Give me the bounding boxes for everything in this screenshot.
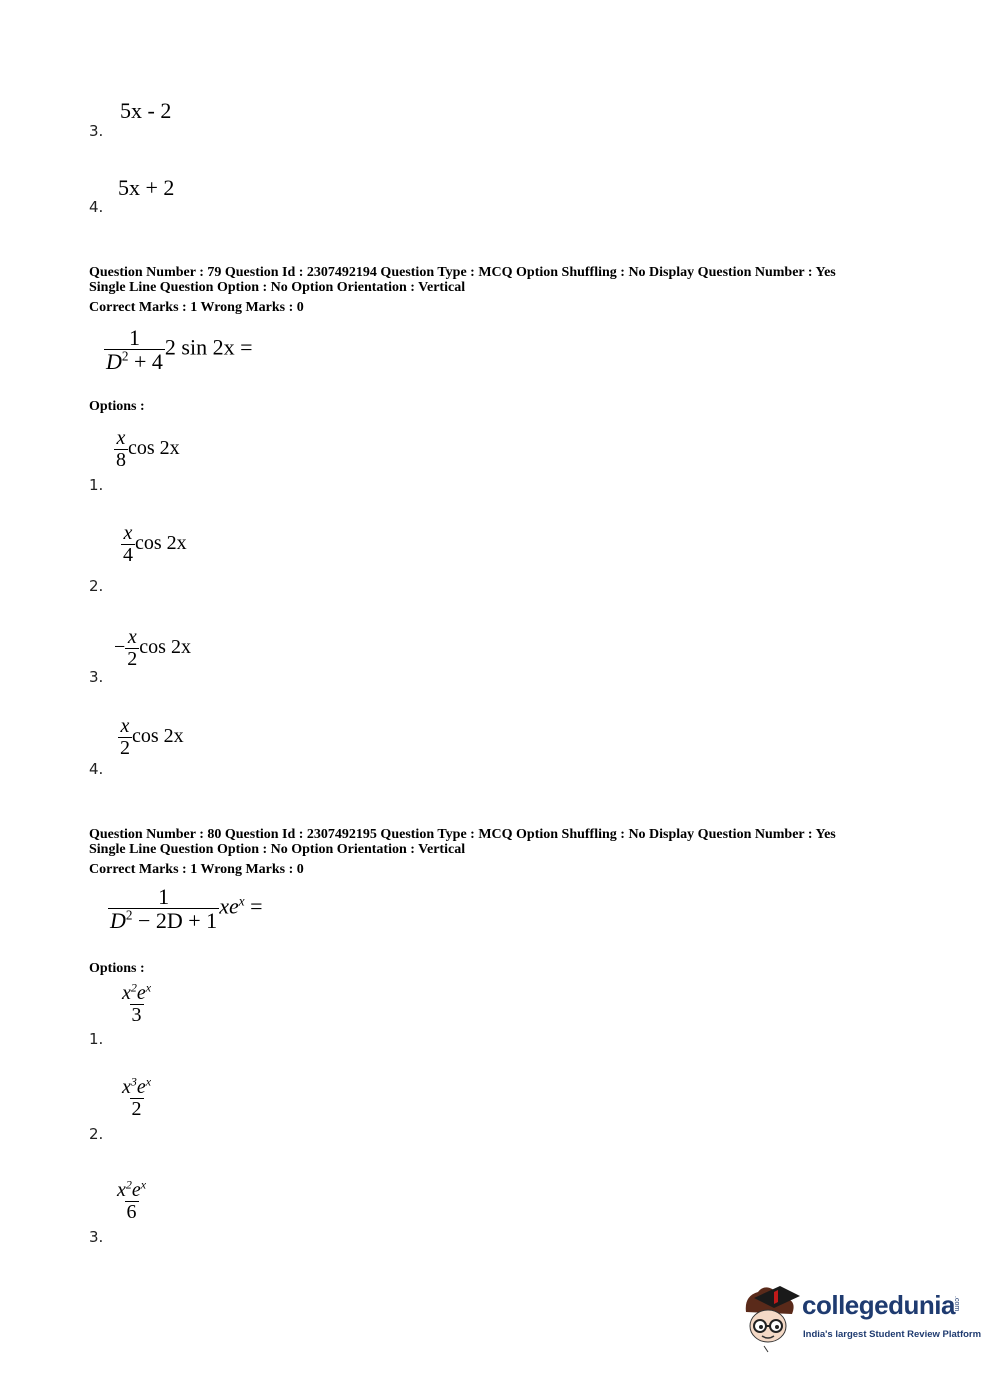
q80-meta-line2: Single Line Question Option : No Option Orientation : Vertical (89, 842, 466, 857)
q79-question-denominator: $D^2 + 4$ (106, 348, 163, 375)
q80-meta-line1: Question Number : 80 Question Id : 2307492195 Question Type : MCQ Option Shuffling : No Display Question Number : Yes (89, 827, 836, 842)
collegedunia-logo (740, 1282, 982, 1354)
q79-option-2-number: 2. (89, 577, 104, 595)
q79-meta-line2: Single Line Question Option : No Option Orientation : Vertical (89, 280, 466, 295)
q79-option-1-number: 1. (89, 476, 104, 494)
prev-option-3-number: 3. (89, 122, 104, 140)
q79-meta-line1: Question Number : 79 Question Id : 2307492194 Question Type : MCQ Option Shuffling : No Display Question Number : Yes (89, 265, 836, 280)
q80-option-3-expr: $\frac{x^2e^x}{6}$ (117, 1177, 147, 1223)
q80-marks: Correct Marks : 1 Wrong Marks : 0 (89, 862, 304, 877)
q80-question-denominator: $D^2 - 2D + 1$ (110, 907, 218, 934)
q80-option-1-number: 1. (89, 1030, 104, 1048)
prev-option-3-expr: 5x - 2 (120, 98, 172, 123)
q80-option-2-number: 2. (89, 1125, 104, 1143)
logo-suffix: .com (953, 1296, 960, 1312)
q80-option-1-expr: $\frac{x^2e^x}{3}$ (122, 980, 152, 1026)
q79-question-fraction (104, 326, 165, 373)
q79-option-3-number: 3. (89, 668, 104, 686)
q80-question-fraction (108, 885, 219, 932)
logo-name: collegedunia (802, 1290, 955, 1320)
prev-option-4-expr: 5x + 2 (118, 175, 175, 200)
q79-option-4-expr: $\frac{x}{2}$ cos 2x (120, 715, 184, 759)
q79-option-2-expr: $\frac{x}{4}$ cos 2x (123, 522, 187, 566)
q80-option-3-number: 3. (89, 1228, 104, 1246)
prev-option-4-number: 4. (89, 198, 104, 216)
q79-option-3-expr: − $\frac{x}{2}$ cos 2x (114, 626, 191, 670)
q79-question (104, 326, 253, 373)
q80-option-2-expr: $\frac{x^3e^x}{2}$ (122, 1074, 152, 1120)
q80-question-numerator: 1 (158, 884, 170, 909)
q79-question-numerator: 1 (128, 325, 140, 350)
q79-marks: Correct Marks : 1 Wrong Marks : 0 (89, 300, 304, 315)
q79-option-4-number: 4. (89, 760, 104, 778)
q80-options-label: Options : (89, 961, 145, 976)
q79-option-1-expr: $\frac{x}{8}$ cos 2x (116, 427, 180, 471)
q80-question-rhs: xe (219, 893, 239, 919)
q79-options-label: Options : (89, 399, 145, 414)
q79-question-rhs: 2 sin 2x = (164, 334, 253, 360)
logo-tagline: India's largest Student Review Platform (803, 1329, 982, 1340)
mascot-icon (740, 1282, 802, 1354)
q80-question: $\frac{1}{D^2 - 2D + 1}$ $xe^x$ = (110, 884, 263, 934)
